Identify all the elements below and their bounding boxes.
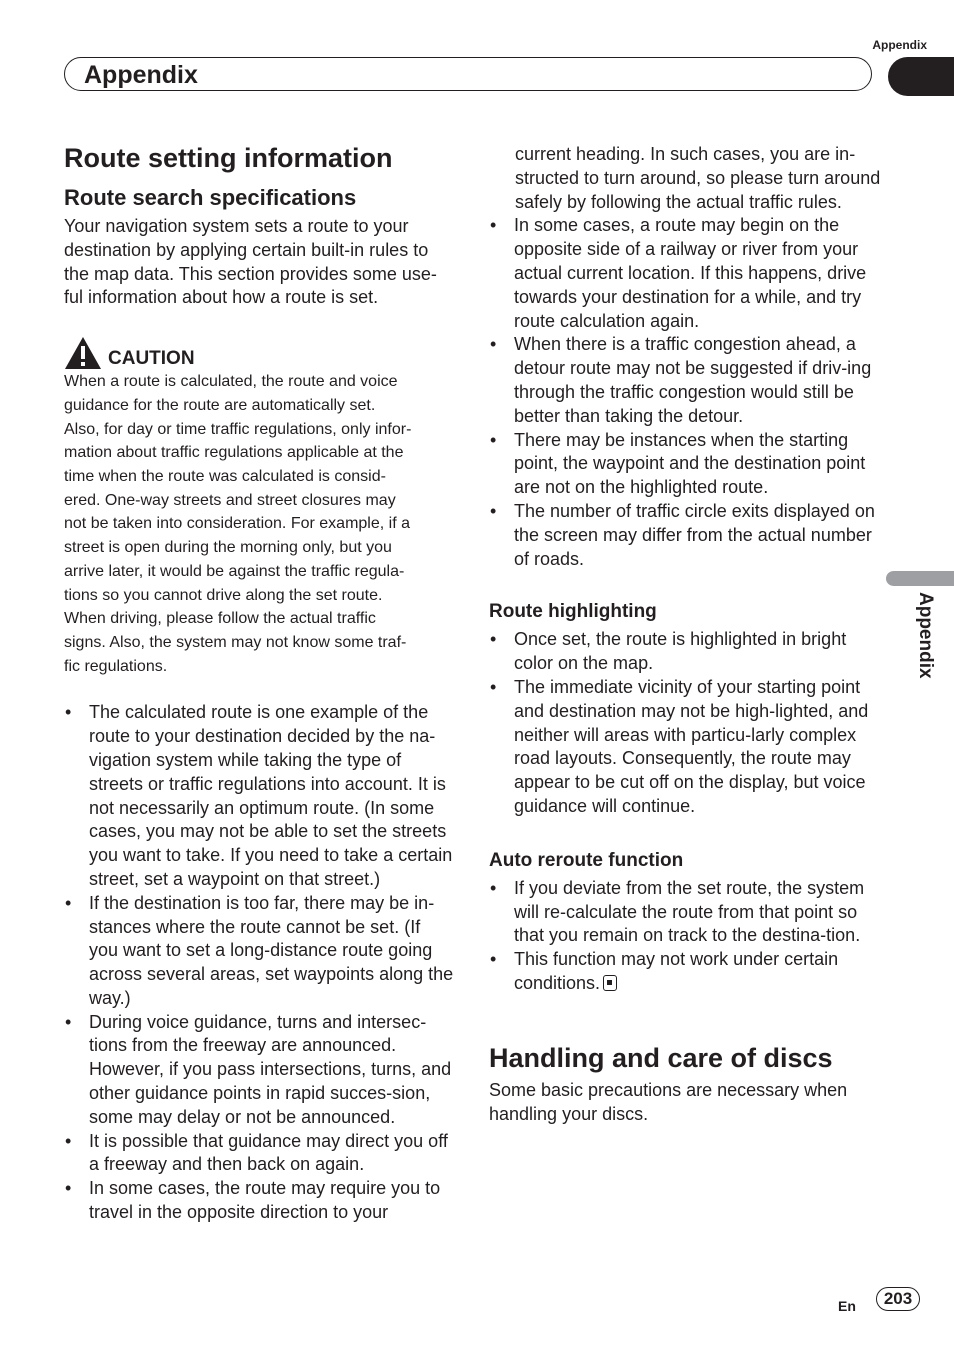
- caution-line: guidance for the route are automatically set.: [64, 396, 376, 414]
- bullet-text: If the destination is too far, there may be in-stances where the route cannot be set. (If you want to set a long-distance route going across several areas, set waypoints along the way.): [89, 892, 454, 1008]
- bullet-icon: •: [490, 215, 497, 236]
- bullet-text: It is possible that guidance may direct you off a freeway and then back on again.: [89, 1130, 448, 1175]
- bullet-text: In some cases, a route may begin on the opposite side of a railway or river from your actual current location. If this happens, drive towards your destination for a while, and try route calculation again.: [514, 215, 867, 331]
- section-heading: Route search specifications: [64, 185, 357, 210]
- bullet-item: [489, 877, 881, 948]
- auto-reroute-heading: Auto reroute function: [489, 849, 684, 871]
- bullet-text: This function may not work under certain conditions.: [514, 949, 839, 993]
- caution-line: not be taken into consideration. For example, if a: [64, 515, 410, 533]
- running-header: Appendix: [872, 38, 927, 52]
- reroute-bullet-list: [489, 877, 881, 996]
- bullet-item: [64, 892, 454, 1011]
- page-number: 203: [876, 1287, 920, 1311]
- bullet-item: [64, 701, 454, 891]
- bullet-item: [489, 948, 881, 996]
- bullet-text: Once set, the route is highlighted in bright color on the map.: [514, 629, 847, 674]
- discs-title: Handling and care of discs: [489, 1042, 833, 1073]
- caution-line: signs. Also, the system may not know some traf-: [64, 633, 407, 651]
- caution-text: [64, 370, 454, 678]
- intro-paragraph: Your navigation system sets a route to your destination by applying certain built-in rules to the map data. This section provides some use-ful information about how a route is set.: [64, 216, 437, 308]
- bullet-item: [489, 214, 881, 333]
- highlight-bullet-list: [489, 628, 881, 818]
- bullet-icon: •: [65, 1011, 72, 1032]
- page-title: Route setting information: [64, 143, 393, 173]
- bullet-text: During voice guidance, turns and intersec-tions from the freeway are announced. However, if you pass intersections, turns, and other guidance points in rapid succes-sion, some may delay or not be announced.: [89, 1011, 452, 1127]
- caution-block: [64, 336, 454, 678]
- route-highlighting-heading: Route highlighting: [489, 601, 657, 623]
- language-label: En: [838, 1298, 856, 1314]
- caution-line: When a route is calculated, the route and voice: [64, 373, 398, 391]
- section-banner-title: Appendix: [84, 61, 198, 89]
- bullet-item: [64, 1130, 454, 1178]
- caution-line: time when the route was calculated is consid-: [64, 468, 386, 485]
- bullet-icon: •: [65, 702, 72, 723]
- bullet-text: If you deviate from the set route, the system will re-calculate the route from that point so that you remain on track to the destina-tion.: [514, 877, 865, 946]
- caution-line: mation about traffic regulations applicable at the: [64, 444, 404, 462]
- right-bullet-list: [489, 214, 881, 571]
- continued-bullet-text: current heading. In such cases, you are in-structed to turn around, so please turn around safely by following the actual traffic rules.: [515, 144, 881, 212]
- caution-line: When driving, please follow the actual traffic: [64, 610, 376, 628]
- bullet-item: [489, 429, 881, 500]
- bullet-icon: •: [65, 1130, 72, 1151]
- bullet-icon: •: [65, 1178, 72, 1199]
- bullet-icon: •: [490, 629, 497, 650]
- bullet-text: The immediate vicinity of your starting point and destination may not be high-lighted, and neither will areas with particu-larly complex road layouts. Consequently, the route may appear to be cut off on the display, but voice guidance will continue.: [514, 676, 869, 816]
- warning-icon: [64, 336, 102, 370]
- bullet-item: [489, 676, 881, 819]
- bullet-icon: •: [490, 676, 497, 697]
- caution-line: tions so you cannot drive along the set route.: [64, 586, 383, 604]
- bullet-icon: •: [490, 949, 497, 970]
- bullet-text: There may be instances when the starting point, the waypoint and the destination point are not on the highlighted route.: [514, 429, 866, 498]
- right-column: [489, 143, 881, 1126]
- bullet-item: [64, 1177, 454, 1225]
- bullet-item: [489, 500, 881, 571]
- chapter-tab: [888, 57, 954, 96]
- bullet-item: [489, 628, 881, 676]
- bullet-icon: •: [490, 429, 497, 450]
- caution-line: Also, for day or time traffic regulations, only infor-: [64, 420, 412, 438]
- caution-line: fic regulations.: [64, 657, 168, 675]
- bullet-icon: •: [490, 500, 497, 521]
- bullet-item: [489, 333, 881, 428]
- bullet-text: The calculated route is one example of the route to your destination decided by the na-vigation system while taking the type of streets or traffic regulations into account. It is not necessarily an optimum route. (In some cases, you may not be able to set the streets you want to take. If you need to take a certain street, set a waypoint on that street.): [89, 702, 453, 889]
- caution-line: arrive later, it would be against the traffic regula-: [64, 562, 405, 580]
- left-column: [64, 142, 454, 1225]
- discs-intro: Some basic precautions are necessary when handling your discs.: [489, 1079, 848, 1124]
- bullet-text: The number of traffic circle exits displayed on the screen may differ from the actual number of roads.: [514, 500, 875, 569]
- bullet-text: When there is a traffic congestion ahead, a detour route may not be suggested if driv-ing through the traffic congestion would still be better than taking the detour.: [514, 334, 872, 426]
- bullet-icon: •: [65, 892, 72, 913]
- caution-heading: [64, 336, 454, 370]
- bullet-text: In some cases, the route may require you to travel in the opposite direction to your: [89, 1178, 441, 1223]
- side-tab-bar: [886, 571, 954, 586]
- end-of-section-icon: [603, 975, 617, 991]
- caution-title: CAUTION: [108, 348, 195, 370]
- bullet-item: [64, 1011, 454, 1130]
- caution-line: street is open during the morning only, but you: [64, 539, 392, 557]
- left-bullet-list: [64, 701, 454, 1225]
- caution-line: ered. One-way streets and street closures may: [64, 491, 396, 509]
- bullet-icon: •: [490, 877, 497, 898]
- side-tab-label: Appendix: [915, 592, 936, 679]
- bullet-icon: •: [490, 334, 497, 355]
